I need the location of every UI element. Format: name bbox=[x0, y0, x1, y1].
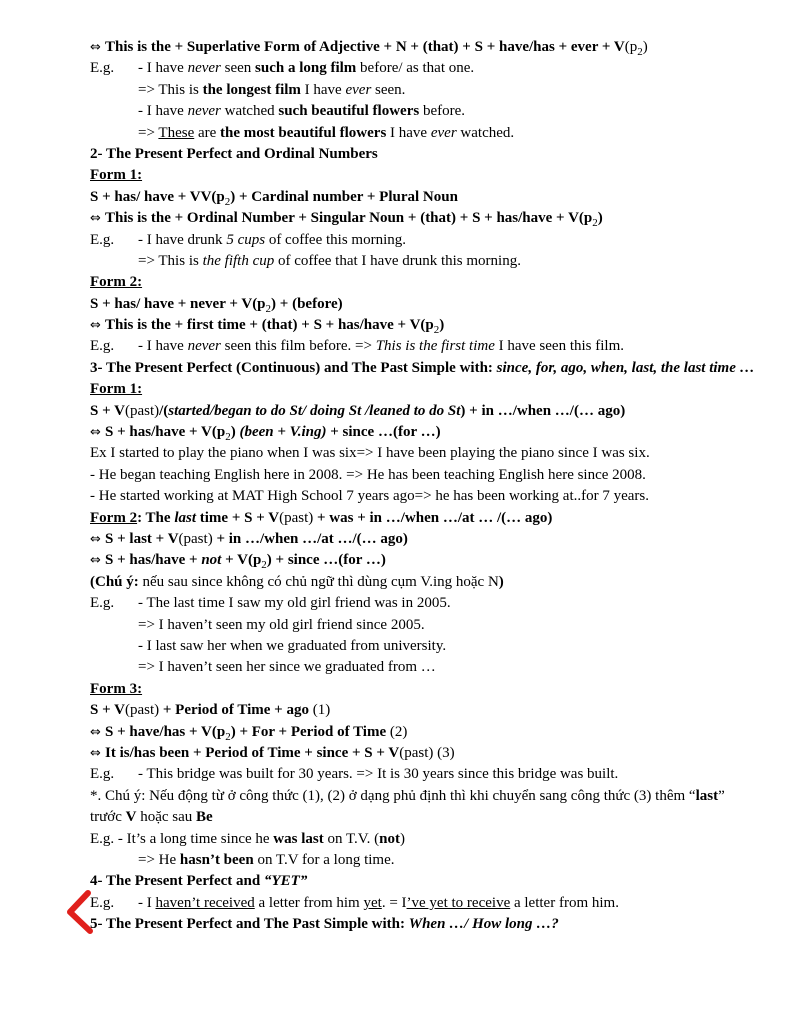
example-line: => He hasn’t been on T.V for a long time. bbox=[138, 851, 395, 868]
example-line: - I have never watched such beautiful flowers before. bbox=[138, 103, 466, 120]
example-line: E.g. - I have drunk 5 cups of coffee this morning. bbox=[90, 231, 407, 248]
example-line: => I haven’t seen her since we graduated from … bbox=[138, 659, 436, 676]
example-line: E.g. - The last time I saw my old girl friend was in 2005. bbox=[90, 595, 451, 612]
form-heading: Form 1: bbox=[90, 381, 143, 398]
formula-line: ⇔ This is the + Ordinal Number + Singular Noun + (that) + S + has/have + $V(p_2)$ bbox=[90, 210, 603, 230]
section-heading: 4- The Present Perfect and “YET” bbox=[90, 873, 308, 890]
section-heading: 3- The Present Perfect (Continuous) and The Past Simple with: since, for, ago, when, last, the last time … bbox=[90, 359, 755, 376]
example-line: - I last saw her when we graduated from university. bbox=[138, 637, 447, 654]
example-line: E.g. - I have never seen such a long film before/ as that one. bbox=[90, 60, 475, 77]
form-heading: Form 2: bbox=[90, 274, 143, 291]
form-heading: Form 3: bbox=[90, 680, 143, 697]
formula-line: ⇔ S + has/have + not + $V(p_2)$ + since …(for …) bbox=[90, 552, 386, 572]
section-heading: 2- The Present Perfect and Ordinal Numbers bbox=[90, 145, 378, 162]
document-page bbox=[90, 37, 760, 935]
example-line: E.g. - I haven’t received a letter from him yet. = I’ve yet to receive a letter from him. bbox=[90, 894, 619, 911]
formula-line: ⇔ S + have/has + $V(p_2)$ + For + Period of Time (2) bbox=[90, 723, 408, 743]
example-line: => This is the longest film I have ever seen. bbox=[138, 81, 406, 98]
form-heading: Form 2: The last time + S + V(past) + was + in …/when …/at … /(… ago) bbox=[90, 509, 553, 526]
example-line: => These are the most beautiful flowers I have ever watched. bbox=[138, 124, 515, 141]
example-line: => This is the fifth cup of coffee that I have drunk this morning. bbox=[138, 252, 521, 269]
note-line: (Chú ý: nếu sau since không có chủ ngữ thì dùng cụm V.ing hoặc N) bbox=[90, 573, 504, 590]
section-heading: 5- The Present Perfect and The Past Simple with: When …/ How long …? bbox=[90, 916, 559, 933]
note-line: *. Chú ý: Nếu động từ ở công thức (1), (2) ở dạng phủ định thì khi chuyển sang công thức (3) thêm “last” trước V hoặc sau Be bbox=[90, 787, 725, 826]
formula-line: S + has/ have + never + $V(p_2)$ + (before) bbox=[90, 295, 343, 315]
formula-line: ⇔ It is/has been + Period of Time + since + S + V(past) (3) bbox=[90, 744, 455, 761]
example-line: Ex I started to play the piano when I was six=> I have been playing the piano since I was six. bbox=[90, 445, 650, 462]
example-line: - He started working at MAT High School 7 years ago=> he has been working at..for 7 years. bbox=[90, 488, 650, 505]
red-chevron-marker-icon bbox=[64, 890, 94, 934]
form-heading: Form 1: bbox=[90, 167, 143, 184]
example-line: => I haven’t seen my old girl friend since 2005. bbox=[138, 616, 425, 633]
formula-line: S + has/ have + $VV(p_2)$ + Cardinal number + Plural Noun bbox=[90, 188, 458, 208]
example-line: - He began teaching English here in 2008. => He has been teaching English here since 2008. bbox=[90, 466, 646, 483]
example-line: E.g. - This bridge was built for 30 years. => It is 30 years since this bridge was built. bbox=[90, 766, 619, 783]
formula-line: S + V(past) + Period of Time + ago (1) bbox=[90, 702, 331, 719]
example-line: E.g. - I have never seen this film before. => This is the first time I have seen this film. bbox=[90, 338, 625, 355]
example-line: E.g. - It’s a long time since he was last on T.V. (not) bbox=[90, 830, 405, 847]
formula-line: ⇔ This is the + Superlative Form of Adjective + N + (that) + S + have/has + ever + $V(p_2)$ bbox=[90, 39, 648, 58]
formula-line: ⇔ S + last + V(past) + in …/when …/at …/(… ago) bbox=[90, 531, 408, 547]
formula-line: S + V(past)/(started/began to do St/ doing St /leaned to do St) + in …/when …/(… ago) bbox=[90, 402, 626, 419]
formula-line: ⇔ S + has/have + $V(p_2)$ (been + V.ing) + since …(for …) bbox=[90, 424, 441, 444]
formula-line: ⇔ This is the + first time + (that) + S + has/have + $V(p_2)$ bbox=[90, 317, 445, 337]
